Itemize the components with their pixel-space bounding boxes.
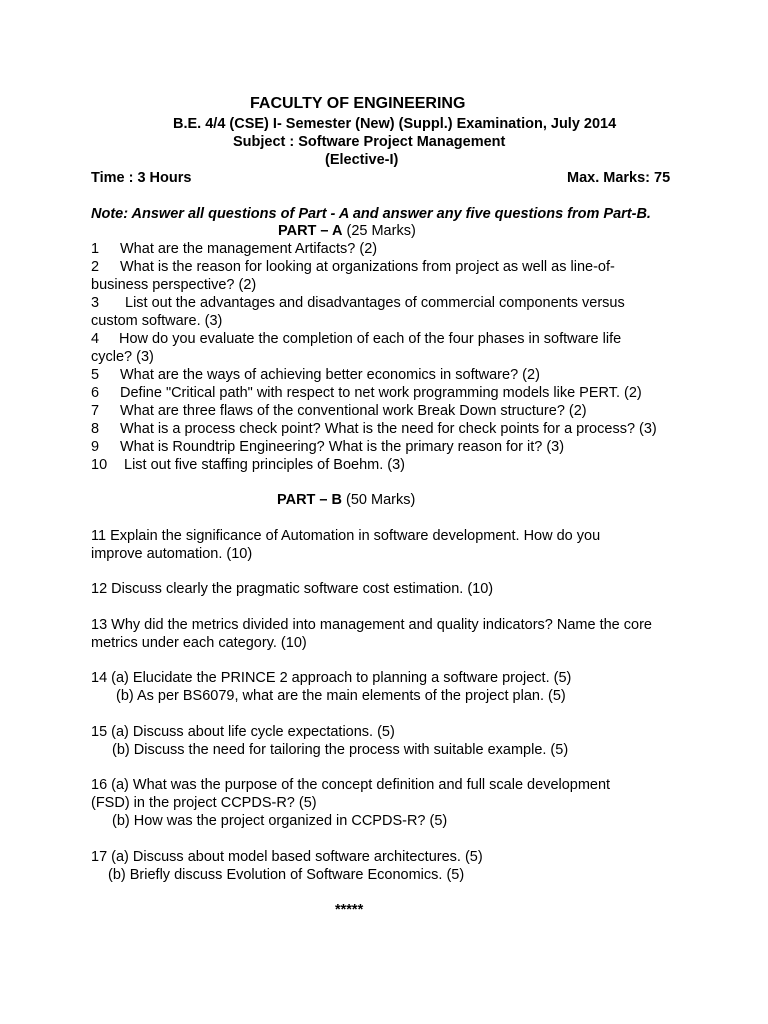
exam-title: B.E. 4/4 (CSE) I- Semester (New) (Suppl.) Examination, July 2014 xyxy=(173,116,617,132)
question-17b: (b) Briefly discuss Evolution of Software Economics. (5) xyxy=(108,867,465,883)
question-text: How do you evaluate the completion of each of the four phases in software life xyxy=(119,331,622,347)
question-7 xyxy=(91,402,587,420)
question-text: List out five staffing principles of Boehm. (3) xyxy=(124,457,406,473)
question-text: Define "Critical path" with respect to net work programming models like PERT. (2) xyxy=(120,385,642,401)
question-11: 11 Explain the significance of Automation in software development. How do you xyxy=(91,528,601,544)
question-3 xyxy=(91,294,625,312)
question-5 xyxy=(91,366,540,384)
question-3-continued: custom software. (3) xyxy=(91,313,223,329)
part-b-marks: (50 Marks) xyxy=(346,492,416,508)
part-a-title: PART – A xyxy=(278,223,343,239)
max-marks: Max. Marks: 75 xyxy=(567,170,671,186)
part-a-heading xyxy=(278,222,416,240)
question-13: 13 Why did the metrics divided into management and quality indicators? Name the core xyxy=(91,617,652,633)
question-11-continued: improve automation. (10) xyxy=(91,546,253,562)
question-17a: 17 (a) Discuss about model based software architectures. (5) xyxy=(91,849,483,865)
question-text: List out the advantages and disadvantages of commercial components versus xyxy=(125,295,625,311)
question-16a: 16 (a) What was the purpose of the concept definition and full scale development xyxy=(91,777,611,793)
question-2 xyxy=(91,258,615,276)
question-text: What is the reason for looking at organizations from project as well as line-of- xyxy=(120,259,615,275)
end-of-paper-mark: ***** xyxy=(335,902,364,918)
question-number: 1 xyxy=(91,241,100,257)
question-15b: (b) Discuss the need for tailoring the process with suitable example. (5) xyxy=(112,742,569,758)
question-number: 9 xyxy=(91,439,100,455)
faculty-title: FACULTY OF ENGINEERING xyxy=(250,95,466,112)
question-text: What are three flaws of the conventional work Break Down structure? (2) xyxy=(120,403,587,419)
question-9 xyxy=(91,438,564,456)
question-4-continued: cycle? (3) xyxy=(91,349,154,365)
time-allowed: Time : 3 Hours xyxy=(91,170,192,186)
question-16b: (b) How was the project organized in CCPDS-R? (5) xyxy=(112,813,448,829)
question-6 xyxy=(91,384,642,402)
question-number: 6 xyxy=(91,385,100,401)
question-number: 5 xyxy=(91,367,100,383)
question-12: 12 Discuss clearly the pragmatic software cost estimation. (10) xyxy=(91,581,494,597)
question-text: What are the management Artifacts? (2) xyxy=(120,241,378,257)
part-b-heading xyxy=(277,491,415,509)
question-13-continued: metrics under each category. (10) xyxy=(91,635,307,651)
question-number: 7 xyxy=(91,403,100,419)
question-1 xyxy=(91,240,377,258)
question-2-continued: business perspective? (2) xyxy=(91,277,257,293)
question-14b: (b) As per BS6079, what are the main elements of the project plan. (5) xyxy=(116,688,566,704)
question-8 xyxy=(91,420,657,438)
question-15a: 15 (a) Discuss about life cycle expectations. (5) xyxy=(91,724,395,740)
question-number: 3 xyxy=(91,295,100,311)
part-b-title: PART – B xyxy=(277,492,342,508)
question-number: 8 xyxy=(91,421,100,437)
question-text: What are the ways of achieving better economics in software? (2) xyxy=(120,367,540,383)
question-16a-continued: (FSD) in the project CCPDS-R? (5) xyxy=(91,795,317,811)
question-14a: 14 (a) Elucidate the PRINCE 2 approach to planning a software project. (5) xyxy=(91,670,572,686)
elective-line: (Elective-I) xyxy=(325,152,399,168)
question-number: 10 xyxy=(91,457,108,473)
question-10 xyxy=(91,456,405,474)
question-text: What is a process check point? What is the need for check points for a process? (3) xyxy=(120,421,657,437)
question-text: What is Roundtrip Engineering? What is the primary reason for it? (3) xyxy=(120,439,565,455)
question-4 xyxy=(91,330,621,348)
part-a-marks: (25 Marks) xyxy=(346,223,416,239)
instructions-note: Note: Answer all questions of Part - A and answer any five questions from Part-B. xyxy=(91,206,651,222)
question-number: 2 xyxy=(91,259,100,275)
subject-line: Subject : Software Project Management xyxy=(233,134,506,150)
question-number: 4 xyxy=(91,331,100,347)
